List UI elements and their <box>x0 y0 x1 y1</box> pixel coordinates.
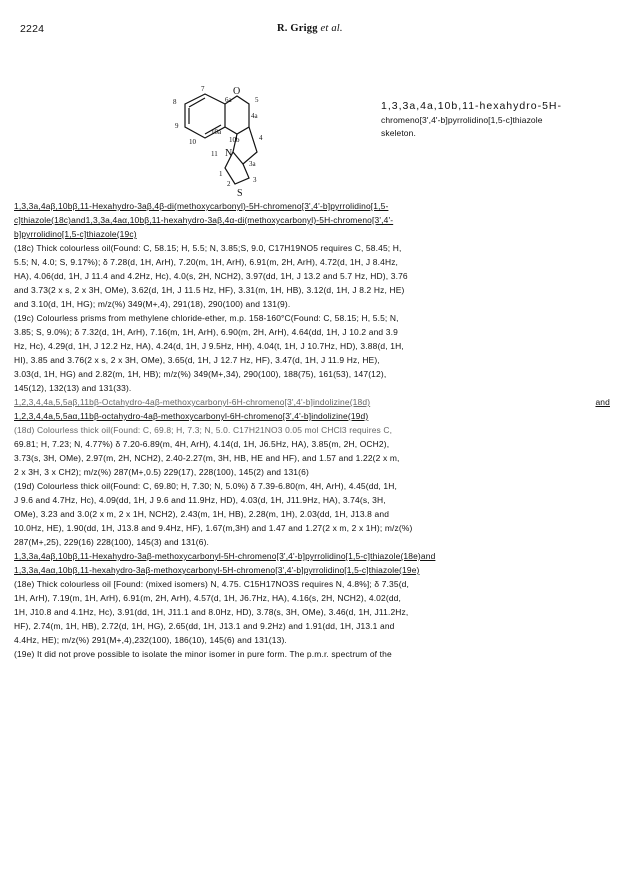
text-line: and 3.73(2 x s, 2 x 3H, OMe), 3.62(d, 1H, J 11.5 Hz, HF), 3.31(m, 1H, HB), 3.12(d, 1H, J 8.2 Hz, HE) <box>14 285 405 295</box>
compound-heading-line: 1,2,3,4,4a,5,5aα,11bβ-octahydro-4aβ-methoxycarbonyl-6H-chromeno[3',4'-b]indolizine(19d) <box>14 411 369 421</box>
compound-heading-line: b]pyrrolidino[1,5-c]thiazole(19c) <box>14 229 137 239</box>
structure-caption <box>381 98 611 141</box>
text-line: (19e) It did not prove possible to isolate the minor isomer in pure form. The p.m.r. spectrum of the <box>14 649 392 659</box>
compound-heading-and: and <box>595 397 610 407</box>
text-line: OMe), 3.23 and 3.0(2 x m, 2 x 1H, NCH2), 2.43(m, 1H, HB), 2.28(m, 1H), 2.03(dd, 1H, J13.8 and <box>14 509 390 519</box>
caption-line-2: chromeno[3',4'-b]pyrrolidino[1,5-c]thiazole <box>381 115 543 126</box>
text-line: 2 x 3H, 3 x CH2); m/z(%) 287(M+,0.5) 229(17), 228(100), 145(2) and 131(6) <box>14 467 309 477</box>
caption-line-3: skeleton. <box>381 128 416 139</box>
text-line: (19d) Colourless thick oil(Found: C, 69.80; H, 7.30; N, 5.0%) δ 7.39-6.80(m, 4H, ArH), 4.45(dd, 1H, <box>14 481 397 491</box>
ring-label-3a: 3a <box>249 160 256 168</box>
ring-label-10a: 10a <box>211 128 222 136</box>
text-line: and 3.10(d, 1H, HG); m/z(%) 349(M+,4), 291(18), 290(100) and 131(9). <box>14 299 291 309</box>
ring-label-11: 11 <box>211 150 218 158</box>
ring-label-5: 5 <box>255 96 259 104</box>
ring-label-2: 2 <box>227 180 231 188</box>
ring-label-s: S <box>237 188 243 199</box>
compound-heading-line: c]thiazole(18c)and1,3,3a,4aα,10bβ,11-hexahydro-3aβ,4α-di(methoxycarbonyl)-5H-chromeno[3',4'- <box>14 215 394 225</box>
compound-heading-line: 1,3,3a,4aβ,10bβ,11-Hexahydro-3aβ-methoxycarbonyl-5H-chromeno[3',4'-b]pyrrolidino[1,5-c]thiazole(18e)and <box>14 551 436 561</box>
page-number: 2224 <box>20 23 45 35</box>
running-head-et-al: et al. <box>320 23 343 34</box>
ring-label-10: 10 <box>189 138 196 146</box>
ring-label-9: 9 <box>175 122 179 130</box>
ring-label-n: N <box>225 148 233 159</box>
chemical-structure-diagram <box>145 82 285 212</box>
ring-label-4a: 4a <box>251 112 258 120</box>
text-line: HA), 4.06(dd, 1H, J 11.4 and 4.2Hz, Hc), 4.0(s, 2H, NCH2), 3.97(dd, 1H, J 13.2 and 5.7 Hz, HD), 3.76 <box>14 271 408 281</box>
pyrrolidine-ring <box>233 127 257 164</box>
running-head-author-name: R. Grigg <box>277 23 318 34</box>
running-head-authors <box>277 23 343 34</box>
ring-label-8: 8 <box>173 98 177 106</box>
text-line: 3.73(s, 3H, OMe), 2.97(m, 2H, NCH2), 2.40-2.27(m, 3H, HB, HE and HF), and 1.57 and 1.22(2 x m, <box>14 453 400 463</box>
compound-heading-line: 1,3,3a,4aβ,10bβ,11-Hexahydro-3aβ,4β-di(methoxycarbonyl)-5H-chromeno[3',4'-b]pyrrolidino[1,5- <box>14 201 389 211</box>
caption-line-1: 1,3,3a,4a,10b,11-hexahydro-5H- <box>381 100 562 112</box>
text-line: HF), 2.74(m, 1H, HB), 2.72(d, 1H, HG), 2.65(dd, 1H, J13.1 and 9.2Hz) and 1.91(dd, 1H, J13.1 and <box>14 621 395 631</box>
text-line: 3.03(d, 1H, HG) and 2.82(m, 1H, HB); m/z(%) 349(M+,34), 290(100), 188(75), 161(53), 147(12), <box>14 369 387 379</box>
ring-label-o: O <box>233 86 241 97</box>
text-line: 1H, J10.8 and 4.1Hz, Hc), 3.91(dd, 1H, J11.1 and 8.0Hz, HD), 3.78(s, 3H, OMe), 3.46(d, 1H, J11.2Hz, <box>14 607 409 617</box>
compound-heading-line: 1,2,3,4,4a,5,5aβ,11bβ-Octahydro-4aβ-methoxycarbonyl-6H-chromeno[3',4'-b]indolizine(18d) <box>14 397 371 407</box>
text-line: HI), 3.85 and 3.76(2 x s, 2 x 3H, OMe), 3.65(d, 1H, J 12.7 Hz, HF), 3.47(d, 1H, J 11.9 Hz, HE), <box>14 355 380 365</box>
text-line: (18d) Colourless thick oil(Found: C, 69.8; H, 7.3; N, 5.0. C17H21NO3 0.05 mol CHCl3 requires C, <box>14 425 393 435</box>
ring-label-7: 7 <box>201 85 205 93</box>
text-line: 3.85; S, 9.0%); δ 7.32(d, 1H, ArH), 7.16(m, 1H, ArH), 6.90(m, 2H, ArH), 4.64(dd, 1H, J 10.2 and 3.9 <box>14 327 398 337</box>
text-line: 69.81; H, 7.23; N, 4.77%) δ 7.20-6.89(m, 4H, ArH), 4.14(d, 1H, J6.5Hz, HA), 3.85(m, 2H, OCH2), <box>14 439 390 449</box>
text-line: J 9.6 and 4.7Hz, Hc), 4.09(dd, 1H, J 9.6 and 11.9Hz, HD), 4.03(d, 1H, J11.9Hz, HA), 3.74(s, 3H, <box>14 495 386 505</box>
ring-label-6a: 6a <box>225 96 232 104</box>
text-line: 145(12), 132(13) and 131(33). <box>14 383 132 393</box>
text-line: 5.5; N, 4.0; S, 9.17%); δ 7.28(d, 1H, ArH), 7.20(m, 1H, ArH), 6.91(m, 2H, ArH), 4.72(d, 1H, J 8.4Hz, <box>14 257 399 267</box>
ring-label-3: 3 <box>253 176 257 184</box>
text-line: (18c) Thick colourless oil(Found: C, 58.15; H, 5.5; N, 3.85;S, 9.0, C17H19NO5 requires C, 58.45; H, <box>14 243 402 253</box>
text-line: (18e) Thick colourless oil [Found: (mixed isomers) N, 4.75. C15H17NO3S requires N, 4.8%]; δ 7.35(d, <box>14 579 410 589</box>
text-line: 1H, ArH), 7.19(m, 1H, ArH), 6.91(m, 2H, ArH), 4.57(d, 1H, J6.7Hz, HA), 4.16(s, 2H, NCH2), 4.02(dd, <box>14 593 402 603</box>
benzene-inner-bond-1 <box>189 98 205 107</box>
compound-heading-row <box>14 395 610 409</box>
ring-label-10b: 10b <box>229 136 240 144</box>
ring-label-4: 4 <box>259 134 263 142</box>
ring-label-1: 1 <box>219 170 223 178</box>
text-line: 287(M+,25), 229(16) 228(100), 145(3) and 131(6). <box>14 537 210 547</box>
experimental-text <box>14 199 610 661</box>
text-line: 4.4Hz, HE); m/z(%) 291(M+,4),232(100), 186(10), 145(6) and 131(13). <box>14 635 287 645</box>
text-line: Hz, Hc), 4.29(d, 1H, J 12.2 Hz, HA), 4.24(d, 1H, J 9.5Hz, HH), 4.04(t, 1H, J 10.7Hz, HD), 3.88(d, 1H, <box>14 341 404 351</box>
text-line: (19c) Colourless prisms from methylene chloride-ether, m.p. 158-160°C(Found: C, 58.15; H, 5.5; N, <box>14 313 399 323</box>
compound-heading-line: 1,3,3a,4aα,10bβ,11-hexahydro-3aβ-methoxycarbonyl-5H-chromeno[3',4'-b]pyrrolidino[1,5-c]thiazole(19e) <box>14 565 420 575</box>
text-line: 10.0Hz, HE), 1.90(dd, 1H, J13.8 and 9.4Hz, HF), 1.67(m,3H) and 1.47 and 1.27(2 x m, 2 x 1H); m/z(%) <box>14 523 413 533</box>
